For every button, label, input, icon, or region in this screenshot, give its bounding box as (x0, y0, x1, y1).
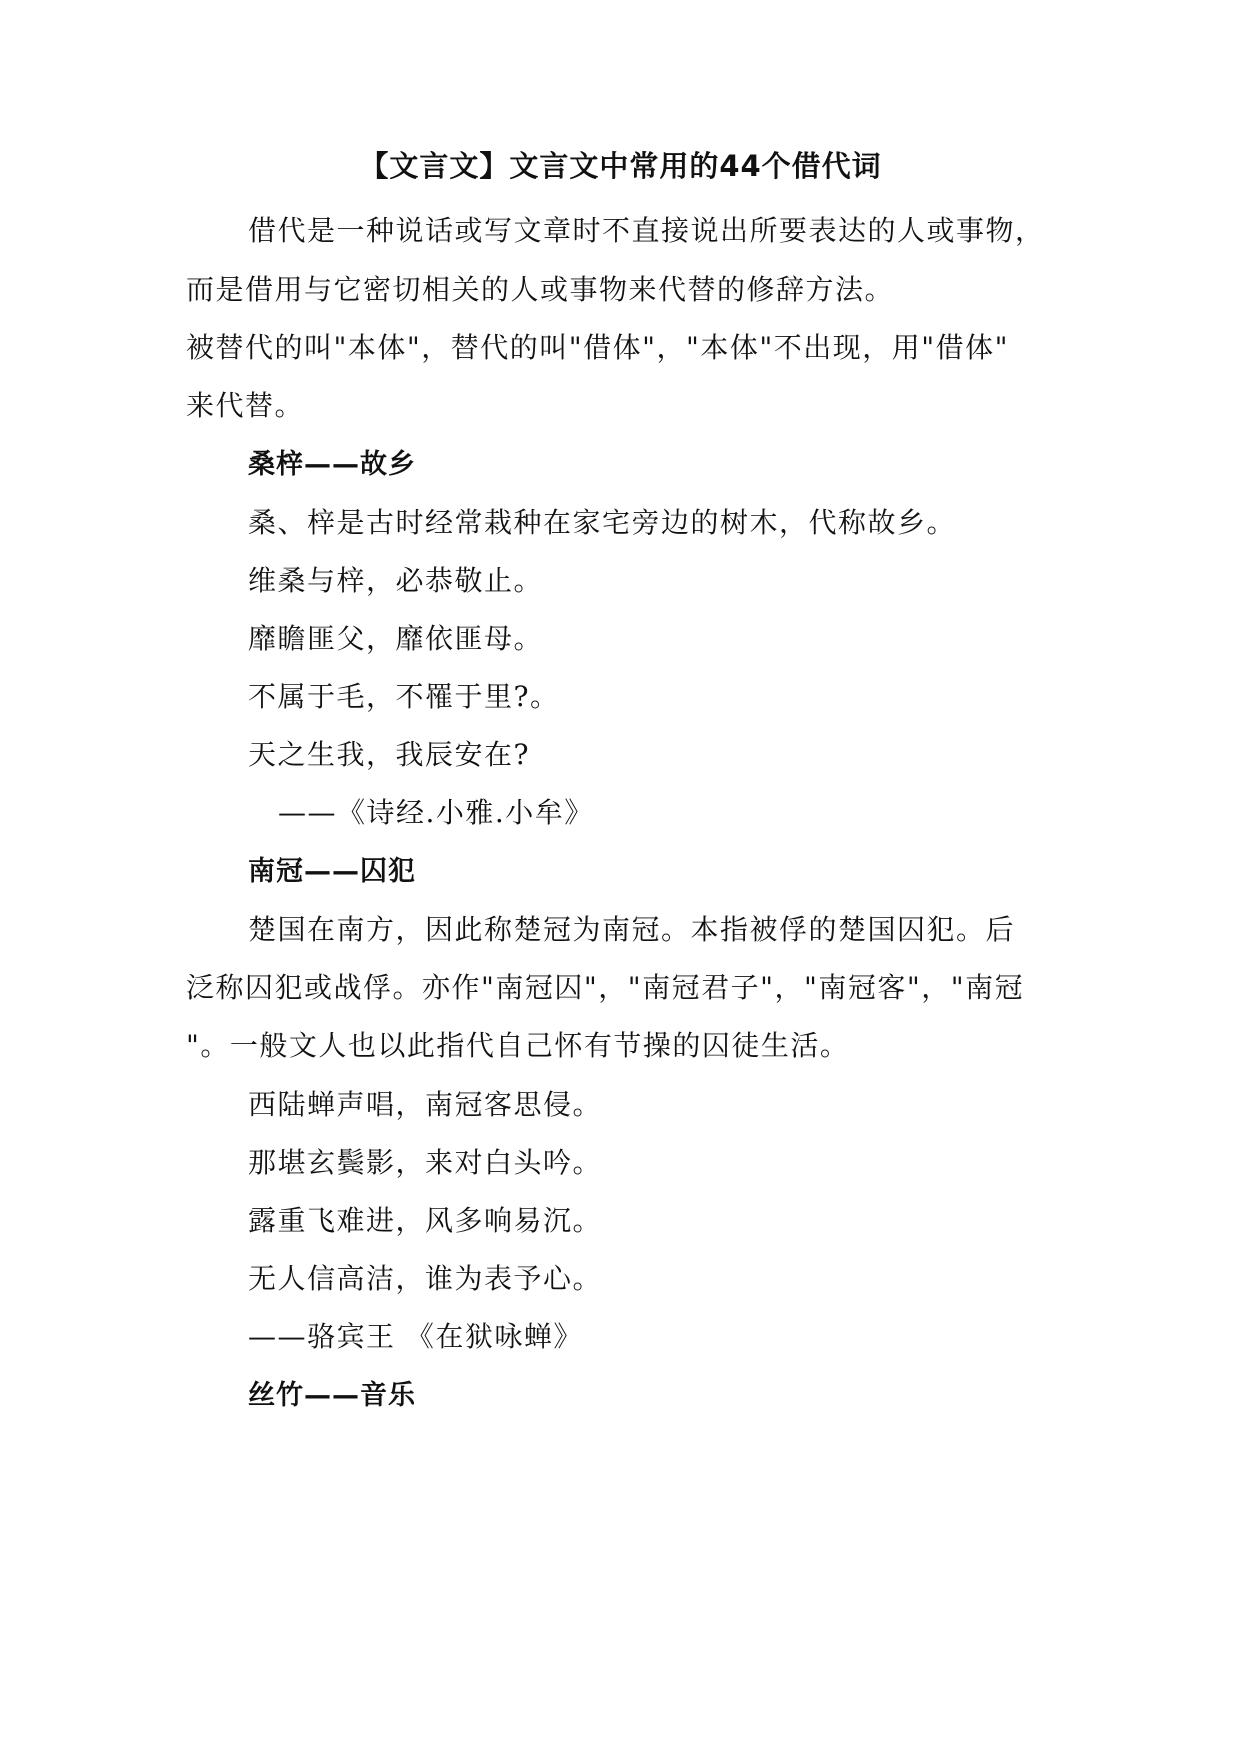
verse-line: 天之生我，我辰安在? (248, 738, 531, 771)
citation: ——骆宾王 《在狱咏蝉》 (248, 1320, 583, 1353)
citation: ——《诗经.小雅.小牟》 (278, 796, 594, 829)
section-explanation: 楚国在南方，因此称楚冠为南冠。本指被俘的楚国囚犯。后 (248, 913, 1016, 946)
section-explanation: 桑、梓是古时经常栽种在家宅旁边的树木，代称故乡。 (248, 506, 957, 539)
document-title: 【文言文】文言文中常用的44个借代词 (359, 149, 882, 183)
verse-line: 西陆蝉声唱，南冠客思侵。 (248, 1088, 603, 1121)
verse-line: 那堪玄鬓影，来对白头吟。 (248, 1146, 603, 1179)
intro-line: 被替代的叫"本体"，替代的叫"借体"，"本体"不出现，用"借体" (186, 331, 1010, 364)
intro-line: 来代替。 (186, 389, 305, 422)
verse-line: 无人信高洁，谁为表予心。 (248, 1262, 603, 1295)
section-explanation: 泛称囚犯或战俘。亦作"南冠囚"，"南冠君子"，"南冠客"，"南冠 (186, 971, 1025, 1004)
section-heading: 桑梓——故乡 (248, 449, 416, 480)
section-heading: 丝竹——音乐 (248, 1380, 416, 1411)
intro-line: 借代是一种说话或写文章时不直接说出所要表达的人或事物， (248, 214, 1045, 247)
verse-line: 维桑与梓，必恭敬止。 (248, 564, 544, 597)
verse-line: 不属于毛，不罹于里?。 (248, 680, 560, 713)
verse-line: 露重飞难进，风多响易沉。 (248, 1204, 603, 1237)
intro-line: 而是借用与它密切相关的人或事物来代替的修辞方法。 (186, 273, 895, 306)
section-heading: 南冠——囚犯 (248, 856, 416, 887)
section-explanation: "。一般文人也以此指代自己怀有节操的囚徒生活。 (186, 1029, 850, 1062)
verse-line: 靡瞻匪父，靡依匪母。 (248, 622, 544, 655)
